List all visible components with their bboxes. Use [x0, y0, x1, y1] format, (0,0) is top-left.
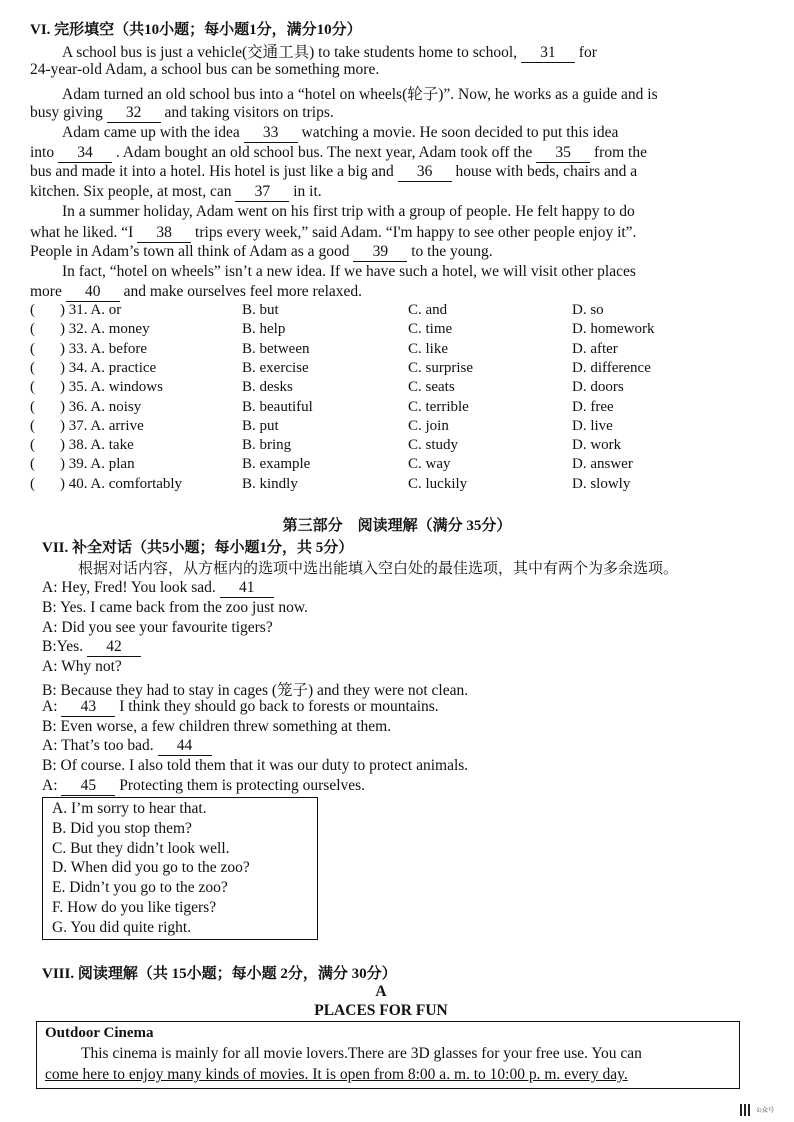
passage-text: trips every week,” said Adam. “I'm happy to see other people enjoy it”. [195, 224, 637, 241]
option-a: ) 40. A. comfortably [60, 475, 183, 492]
passage-text: to the young. [411, 243, 493, 260]
passage-text: and taking visitors on trips. [164, 104, 334, 121]
answer-blank: 32 [107, 104, 161, 123]
option-d: D. free [572, 398, 614, 415]
passage-line [62, 124, 618, 143]
choice-item: D. When did you go to the zoo? [52, 859, 250, 877]
option-c: C. and [408, 302, 448, 318]
option-c: C. seats [408, 379, 455, 396]
answer-blank: 31 [521, 44, 575, 63]
choice-item: A. I’m sorry to hear that. [52, 800, 207, 817]
passage-line [30, 104, 334, 123]
option-c: C. like [408, 340, 448, 357]
option-b: B. kindly [242, 475, 298, 492]
passage-letter: A [375, 983, 387, 1000]
dialogue-text: A: Did you see your favourite tigers? [42, 618, 273, 636]
answer-blank: 39 [353, 243, 407, 262]
dialogue-text: B: Even worse, a few children threw something at them. [42, 717, 392, 735]
dialogue-line [42, 777, 365, 796]
passage-text: into [30, 144, 55, 161]
qr-label: 公众号 [756, 1107, 775, 1114]
passage-line [30, 183, 322, 202]
answer-blank: 45 [61, 777, 115, 796]
answer-paren[interactable]: ( [30, 417, 35, 434]
option-c: C. surprise [408, 359, 473, 376]
passage-text: In a summer holiday, Adam went on his first trip with a group of people. He felt happy to do [62, 203, 635, 220]
choice-item: B. Did you stop them? [52, 819, 192, 837]
passage-line [30, 283, 362, 302]
passage-line [62, 40, 597, 63]
option-b: B. between [242, 340, 310, 357]
option-d: D. doors [572, 379, 624, 396]
answer-paren[interactable]: ( [30, 340, 35, 357]
dialogue-line [42, 599, 308, 617]
passage-text: In fact, “hotel on wheels” isn’t a new idea. If we have such a hotel, we will visit other places [62, 263, 636, 280]
passage-text: A school bus is just a vehicle(交通工具) to take students home to school, [62, 44, 518, 61]
passage-text: . Adam bought an old school bus. The next year, Adam took off the [115, 144, 533, 161]
dialogue-text: A: [42, 777, 58, 794]
part-3-title: 第三部分 阅读理解（满分 35分） [282, 518, 512, 534]
passage-text: what he liked. “I [30, 224, 134, 241]
outdoor-cinema-box [36, 1021, 740, 1089]
option-d: D. after [572, 340, 618, 357]
option-b: B. help [242, 321, 286, 338]
passage-title: PLACES FOR FUN [314, 1002, 448, 1019]
option-b: B. beautiful [242, 398, 313, 415]
passage-line [30, 243, 493, 262]
passage-text: house with beds, chairs and a [455, 163, 638, 180]
cinema-line-2: come here to enjoy many kinds of movies. It is open from 8:00 a. m. to 10:00 p. m. every day. [45, 1066, 628, 1083]
passage-line [62, 203, 635, 221]
option-a: ) 32. A. money [60, 321, 150, 338]
dialogue-text: B:Yes. [42, 638, 84, 656]
dialogue-text: B: Of course. I also told them that it was our duty to protect animals. [42, 757, 469, 775]
option-c: C. time [408, 321, 453, 338]
option-d: D. slowly [572, 475, 631, 492]
option-d: D. answer [572, 456, 633, 473]
choice-item: G. You did quite right. [52, 918, 192, 936]
passage-text: 24-year-old Adam, a school bus can be something more. [30, 61, 380, 78]
dialogue-line [42, 638, 141, 657]
answer-blank: 37 [235, 183, 289, 202]
option-a: ) 34. A. practice [60, 359, 157, 376]
option-a: ) 33. A. before [60, 340, 148, 357]
answer-blank: 34 [58, 144, 112, 163]
answer-paren[interactable]: ( [30, 456, 35, 473]
dialogue-line [42, 698, 439, 717]
option-b: B. desks [242, 379, 293, 396]
passage-line [30, 144, 647, 163]
choice-item: F. How do you like tigers? [52, 899, 217, 916]
passage-text: bus and made it into a hotel. His hotel is just like a big and [30, 163, 394, 180]
option-a: ) 35. A. windows [60, 379, 163, 396]
option-c: C. study [408, 437, 459, 454]
option-a: ) 39. A. plan [60, 456, 135, 473]
dialogue-text: I think they should go back to forests or mountains. [119, 697, 439, 715]
section-7-heading: VII. 补全对话（共5小题；每小题1分，共 5分） [42, 540, 354, 556]
answer-blank: 44 [158, 737, 212, 756]
passage-text: and make ourselves feel more relaxed. [123, 283, 363, 300]
dialogue-text: B: Yes. I came back from the zoo just now. [42, 598, 308, 616]
answer-blank: 42 [87, 638, 141, 657]
answer-blank: 43 [61, 698, 115, 717]
qr-code-icon [740, 1104, 752, 1116]
option-a: ) 38. A. take [60, 437, 134, 454]
option-d: D. so [572, 302, 604, 318]
option-c: C. terrible [408, 398, 469, 415]
section-6-heading: VI. 完形填空（共10小题；每小题1分，满分10分） [30, 22, 362, 38]
dialogue-text: A: Why not? [42, 658, 122, 676]
passage-text: People in Adam’s town all think of Adam as a good [30, 243, 350, 260]
option-a: ) 36. A. noisy [60, 398, 142, 415]
dialogue-line [42, 579, 274, 598]
section-7-instruction: 根据对话内容，从方框内的选项中选出能填入空白处的最佳选项，其中有两个为多余选项。 [78, 561, 679, 577]
dialogue-text: A: That’s too bad. [42, 737, 154, 755]
dialogue-line [42, 737, 212, 756]
dialogue-line [42, 658, 122, 676]
option-c: C. join [408, 417, 449, 434]
passage-text: Adam turned an old school bus into a “hotel on wheels(轮子)”. Now, he works as a guide and is [62, 86, 658, 103]
answer-blank: 36 [398, 163, 452, 182]
passage-text: from the [594, 144, 647, 161]
answer-blank: 35 [536, 144, 590, 163]
dialogue-text: A: Hey, Fred! You look sad. [42, 579, 216, 596]
section-8-heading: VIII. 阅读理解（共 15小题；每小题 2分，满分 30分） [42, 966, 397, 982]
answer-blank: 41 [220, 579, 274, 598]
cinema-line-1: This cinema is mainly for all movie lovers.There are 3D glasses for your free use. You can [81, 1045, 642, 1062]
answer-paren[interactable]: ( [30, 398, 35, 415]
option-c: C. way [408, 456, 451, 473]
option-b: B. bring [242, 437, 292, 454]
answer-paren[interactable]: ( [30, 437, 35, 454]
option-d: D. live [572, 417, 613, 434]
option-b: B. but [242, 302, 279, 318]
choices-box [42, 797, 318, 940]
dialogue-text: A: [42, 697, 58, 715]
option-c: C. luckily [408, 475, 468, 492]
passage-text: busy giving [30, 104, 103, 121]
dialogue-line [42, 757, 468, 775]
answer-paren[interactable]: ( [30, 359, 35, 376]
passage-text: more [30, 283, 62, 300]
option-b: B. exercise [242, 359, 309, 376]
passage-text: in it. [293, 183, 322, 200]
option-a: ) 37. A. arrive [60, 417, 144, 434]
dialogue-line [42, 619, 273, 637]
option-b: B. put [242, 417, 279, 434]
choice-item: E. Didn’t you go to the zoo? [52, 879, 228, 897]
answer-paren[interactable]: ( [30, 475, 35, 492]
answer-paren[interactable]: ( [30, 379, 35, 396]
dialogue-line [42, 678, 468, 700]
passage-line [62, 263, 636, 281]
cinema-title: Outdoor Cinema [45, 1025, 154, 1041]
passage-text: Adam came up with the idea [62, 124, 240, 141]
option-d: D. difference [572, 359, 651, 376]
passage-line [30, 61, 379, 79]
passage-line [30, 224, 636, 243]
answer-blank: 38 [137, 224, 191, 243]
answer-blank: 40 [66, 283, 120, 302]
dialogue-text: B: Because they had to stay in cages (笼子) and they were not clean. [42, 682, 469, 699]
option-a: ) 31. A. or [60, 302, 122, 318]
passage-text: kitchen. Six people, at most, can [30, 183, 232, 200]
answer-paren[interactable]: ( [30, 321, 35, 338]
dialogue-text: Protecting them is protecting ourselves. [119, 777, 366, 794]
passage-line [62, 82, 658, 104]
answer-blank: 33 [244, 124, 298, 143]
dialogue-line [42, 718, 391, 736]
passage-text: watching a movie. He soon decided to put this idea [301, 124, 619, 141]
option-b: B. example [242, 456, 311, 473]
passage-text: for [578, 44, 597, 61]
answer-paren[interactable]: ( [30, 302, 35, 318]
passage-line [30, 163, 637, 182]
option-d: D. homework [572, 321, 655, 338]
choice-item: C. But they didn’t look well. [52, 839, 230, 857]
option-d: D. work [572, 437, 622, 454]
